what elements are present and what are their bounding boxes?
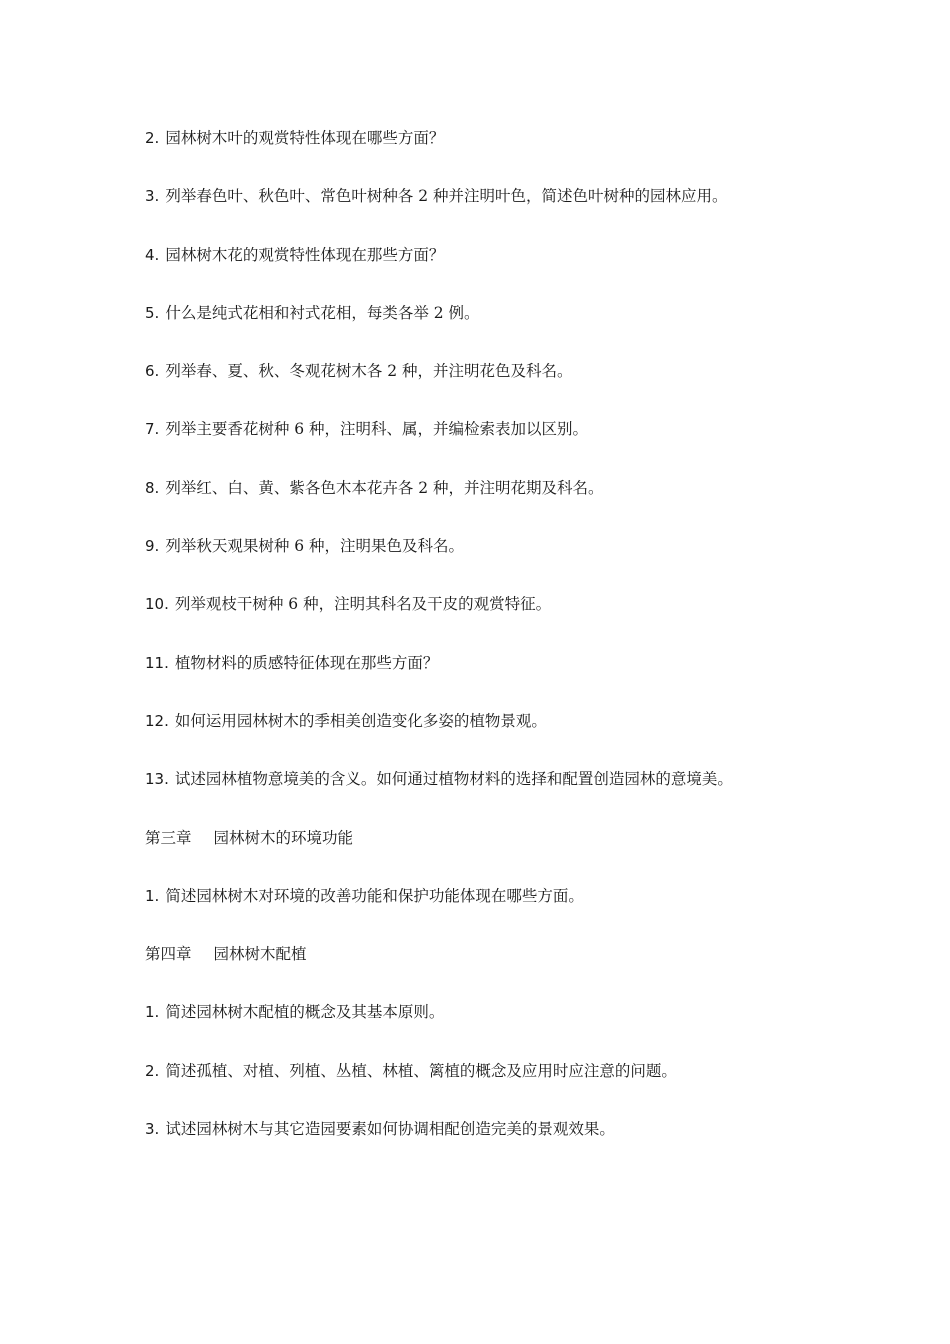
question-number: 5. [145,303,160,322]
question-item [145,1116,925,1174]
question-text: 植物材料的质感特征体现在那些方面？ [174,653,439,672]
question-text: 列举观枝干树种 6 种，注明其科名及干皮的观赏特征。 [174,595,552,614]
question-item [145,242,925,300]
question-number: 10. [145,595,169,614]
question-number: 4. [145,245,160,264]
chapter-heading [145,941,925,999]
question-text: 列举春、夏、秋、冬观花树木各 2 种，并注明花色及科名。 [165,362,573,381]
question-text: 简述园林树木配植的概念及其基本原则。 [165,1003,445,1022]
question-text: 简述园林树木对环境的改善功能和保护功能体现在哪些方面。 [165,886,584,905]
question-text: 园林树木花的观赏特性体现在那些方面？ [165,245,445,264]
chapter-number: 第四章 [145,945,192,964]
chapter-heading [145,825,925,883]
question-text: 什么是纯式花相和衬式花相，每类各举 2 例。 [165,303,480,322]
question-item [145,533,925,591]
question-text: 试述园林树木与其它造园要素如何协调相配创造完美的景观效果。 [165,1120,615,1139]
question-item [145,650,925,708]
document-page [145,125,925,1174]
question-text: 列举春色叶、秋色叶、常色叶树种各 2 种并注明叶色，简述色叶树种的园林应用。 [165,187,728,206]
question-number: 2. [145,1061,160,1080]
question-text: 园林树木叶的观赏特性体现在哪些方面？ [165,129,445,147]
question-item [145,591,925,649]
question-number: 13. [145,770,169,789]
question-text: 试述园林植物意境美的含义。如何通过植物材料的选择和配置创造园林的意境美。 [174,770,733,789]
question-number: 11. [145,653,169,672]
chapter-number: 第三章 [145,828,192,847]
question-number: 8. [145,478,160,497]
question-number: 3. [145,1120,160,1139]
question-item [145,416,925,474]
question-item [145,183,925,241]
question-item [145,1058,925,1116]
question-number: 3. [145,187,160,206]
question-item [145,708,925,766]
chapter-title: 园林树木配植 [213,945,307,964]
question-number: 6. [145,362,160,381]
question-item [145,358,925,416]
chapter-title: 园林树木的环境功能 [213,828,354,847]
question-text: 简述孤植、对植、列植、丛植、林植、篱植的概念及应用时应注意的问题。 [165,1061,677,1080]
question-number: 7. [145,420,160,439]
question-item [145,300,925,358]
question-item [145,883,925,941]
question-item [145,475,925,533]
question-item [145,766,925,824]
question-number: 1. [145,1003,160,1022]
question-number: 9. [145,537,160,556]
question-text: 如何运用园林树木的季相美创造变化多姿的植物景观。 [174,711,547,730]
question-number: 2. [145,129,160,147]
question-number: 12. [145,711,169,730]
question-text: 列举红、白、黄、紫各色木本花卉各 2 种，并注明花期及科名。 [165,478,604,497]
question-number: 1. [145,886,160,905]
question-text: 列举秋天观果树种 6 种，注明果色及科名。 [165,537,465,556]
question-item [145,999,925,1057]
question-text: 列举主要香花树种 6 种，注明科、属，并编检索表加以区别。 [165,420,589,439]
question-item [145,125,925,183]
